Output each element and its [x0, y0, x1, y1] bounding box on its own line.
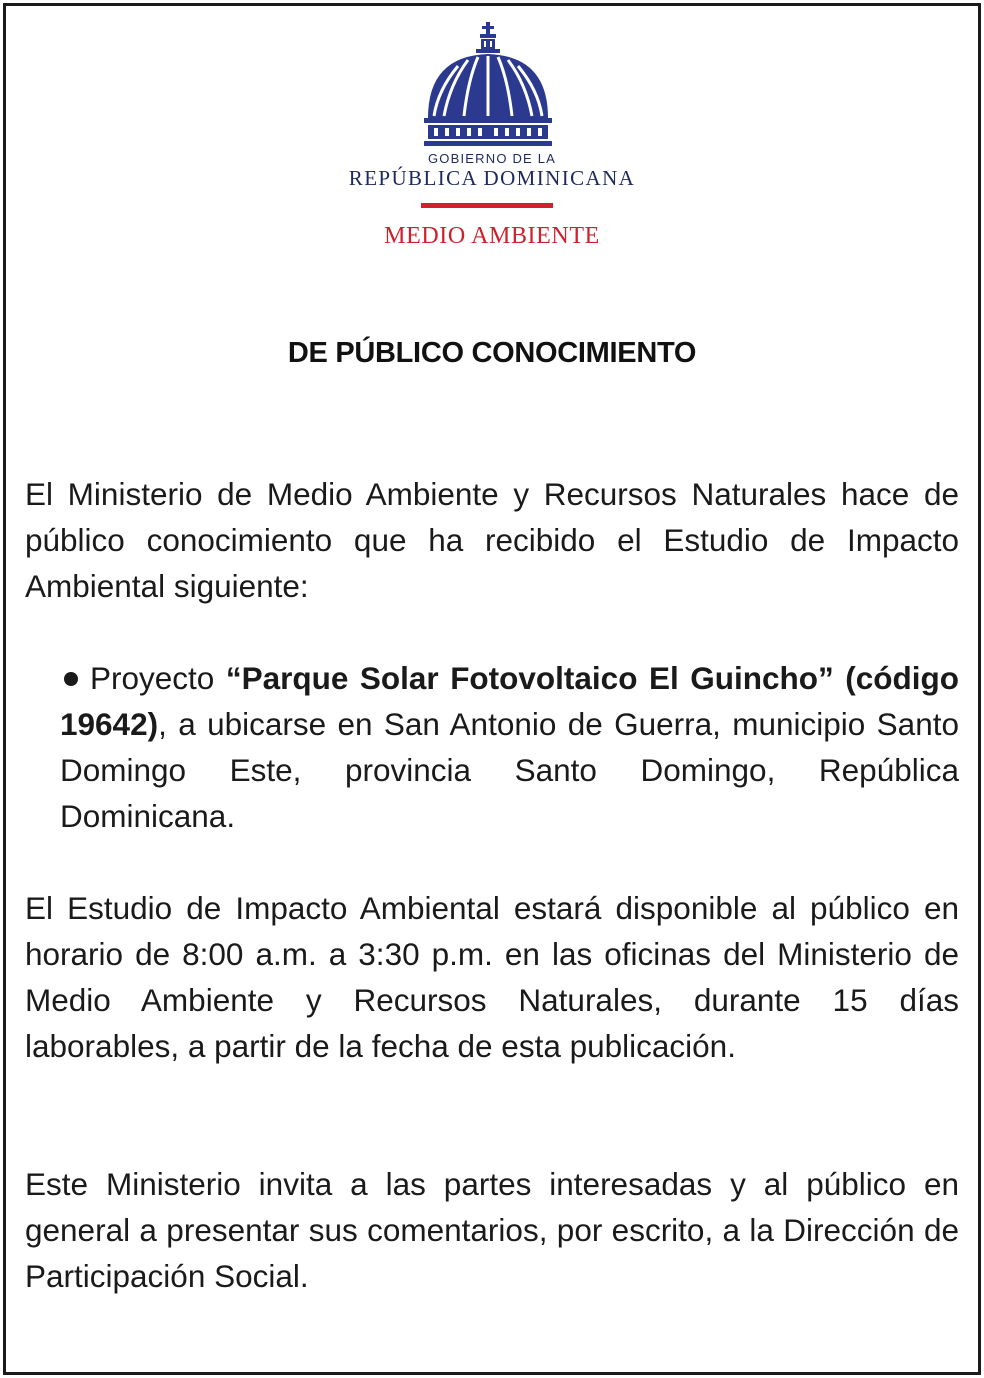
project-location: , a ubicarse en San Antonio de Guerra, municipio Santo Domingo Este, provincia Santo Domingo, República Dominicana.	[60, 706, 959, 834]
dome-icon	[418, 20, 558, 154]
project-prefix: Proyecto	[90, 660, 226, 696]
project-code: (código 19642)	[60, 660, 959, 742]
invitation-paragraph: Este Ministerio invita a las partes interesadas y al público en general a presentar sus comentarios, por escrito, a la Dirección de Participación Social.	[25, 1166, 959, 1294]
project-bullet	[60, 655, 959, 839]
country-name: REPÚBLICA DOMINICANA	[348, 166, 636, 190]
project-name: “Parque Solar Fotovoltaico El Guincho”	[225, 660, 834, 696]
government-label: GOBIERNO DE LA	[427, 151, 557, 166]
bullet-icon	[64, 672, 78, 686]
availability-paragraph: El Estudio de Impacto Ambiental estará disponible al público en horario de 8:00 a.m. a 3:30 p.m. en las oficinas del Ministerio de Medio Ambiente y Recursos Naturales, durante 15 días laborables, a partir de la fecha de esta publicación.	[25, 890, 959, 1064]
notice-title: DE PÚBLICO CONOCIMIENTO	[287, 337, 697, 369]
ministry-name: MEDIO AMBIENTE	[384, 223, 600, 249]
intro-paragraph: El Ministerio de Medio Ambiente y Recursos Naturales hace de público conocimiento que ha recibido el Estudio de Impacto Ambiental siguiente:	[25, 476, 959, 604]
project-space	[834, 660, 846, 696]
red-divider	[421, 203, 553, 208]
